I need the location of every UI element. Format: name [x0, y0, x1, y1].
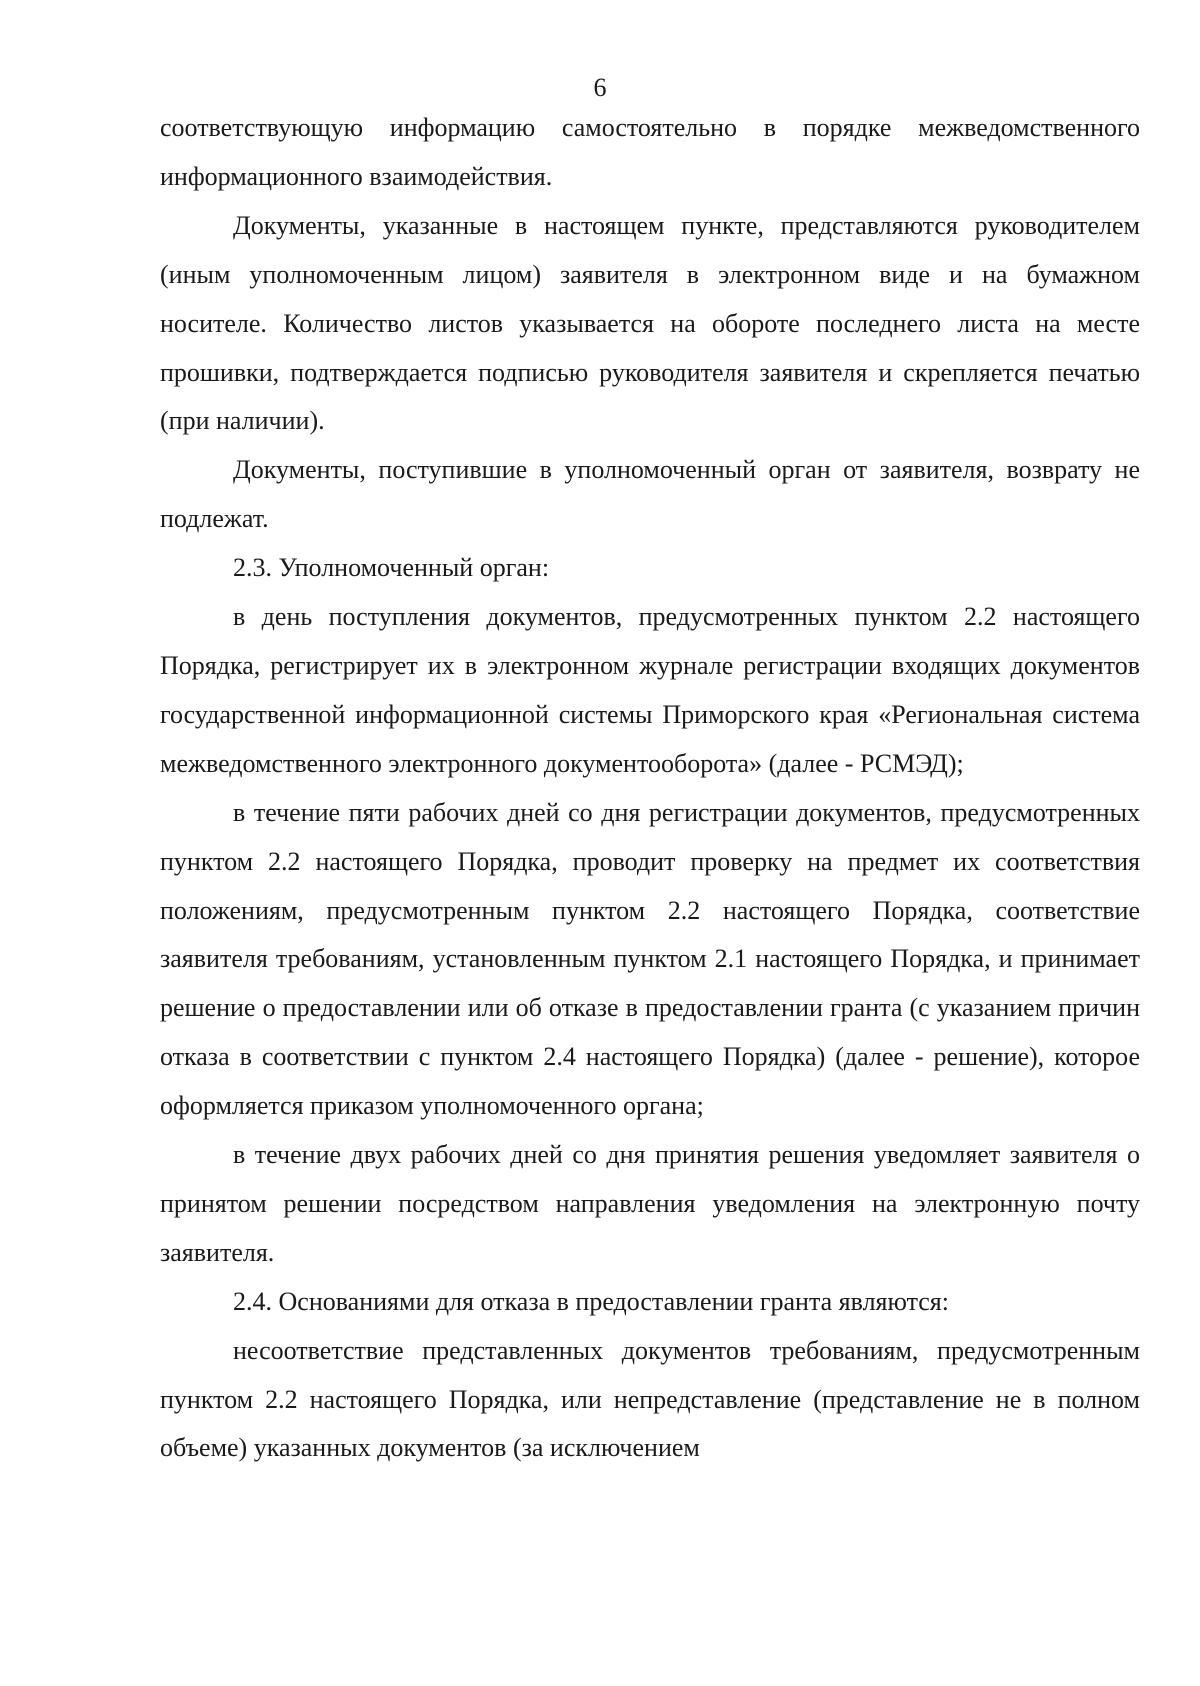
paragraph-verification: в течение пяти рабочих дней со дня регистрации документов, предусмотренных пунктом 2.2 настоящего Порядка, проводит проверку на предмет их соответствия положениям, предусмотренным пунктом 2.2 настоящего Порядка, соответствие заявителя требованиям, установленным пунктом 2.1 настоящего Порядка, и принимает решение о предоставлении или об отказе в предоставлении гранта (с указанием причин отказа в соответствии с пунктом 2.4 настоящего Порядка) (далее - решение), которое оформляется приказом уполномоченного органа; — [160, 797, 1140, 1121]
paragraph-notification: в течение двух рабочих дней со дня принятия решения уведомляет заявителя о принятом решении посредством направления уведомления на электронную почту заявителя. — [160, 1140, 1140, 1267]
paragraph-refusal-grounds: несоответствие представленных документов требованиям, предусмотренным пунктом 2.2 настоящего Порядка, или непредставление (представление не в полном объеме) указанных документов (за исключением — [160, 1335, 1140, 1463]
paragraph-documents-submission: Документы, указанные в настоящем пункте, представляются руководителем (иным уполномоченным лицом) заявителя в электронном виде и на бумажном носителе. Количество листов указывается на обороте последнего листа на месте прошивки, подтверждается подписью руководителя заявителя и скрепляется печатью (при наличии). — [160, 210, 1140, 436]
paragraph-registration: в день поступления документов, предусмотренных пунктом 2.2 настоящего Порядка, регистрирует их в электронном журнале регистрации входящих документов государственной информационной системы Приморского края «Региональная система межведомственного электронного документооборота» (далее - РСМЭД); — [160, 602, 1140, 778]
paragraph-section-2-3-heading: 2.3. Уполномоченный орган: — [233, 553, 550, 583]
paragraph-documents-not-returned: Документы, поступившие в уполномоченный орган от заявителя, возврату не подлежат. — [160, 455, 1140, 534]
paragraph-continuation: соответствующую информацию самостоятельно в порядке межведомственного информационного взаимодействия. — [160, 113, 1140, 191]
paragraph-section-2-4-heading: 2.4. Основаниями для отказа в предоставлении гранта являются: — [233, 1286, 949, 1316]
page-number: 6 — [593, 73, 607, 102]
document-body — [160, 104, 1140, 1473]
